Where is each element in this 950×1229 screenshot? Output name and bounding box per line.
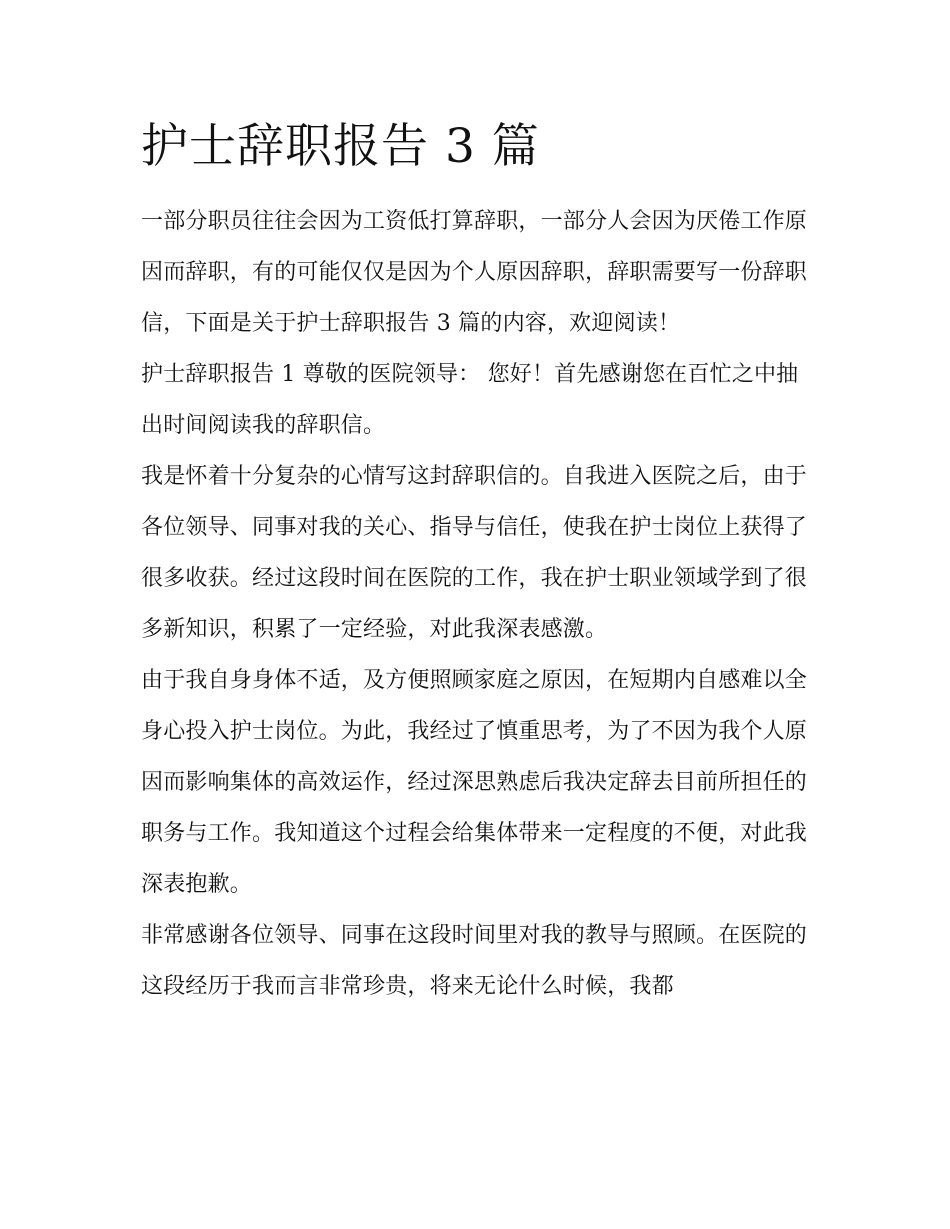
body-paragraph: 由于我自身身体不适，及方便照顾家庭之原因，在短期内自感难以全身心投入护士岗位。为此，我经过了慎重思考，为了不因为我个人原因而影响集体的高效运作，经过深思熟虑后我决定辞去目前所担任的职务与工作。我知道这个过程会给集体带来一定程度的不便，对此我深表抱歉。: [141, 668, 808, 897]
body-paragraph: 非常感谢各位领导、同事在这段时间里对我的教导与照顾。在医院的这段经历于我而言非常珍贵，将来无论什么时候，我都: [141, 923, 808, 999]
document-body: [141, 112, 813, 1012]
body-paragraph: 我是怀着十分复杂的心情写这封辞职信的。自我进入医院之后，由于各位领导、同事对我的关心、指导与信任，使我在护士岗位上获得了很多收获。经过这段时间在医院的工作，我在护士职业领域学到了很多新知识，积累了一定经验，对此我深表感激。: [141, 464, 808, 642]
greeting-paragraph: 护士辞职报告 1 尊敬的医院领导： 您好！首先感谢您在百忙之中抽出时间阅读我的辞职信。: [141, 362, 799, 438]
intro-paragraph: 一部分职员往往会因为工资低打算辞职，一部分人会因为厌倦工作原因而辞职，有的可能仅仅是因为个人原因辞职，辞职需要写一份辞职信，下面是关于护士辞职报告 3 篇的内容，欢迎阅读！: [141, 209, 808, 336]
document-title: 护士辞职报告 3 篇: [141, 119, 540, 174]
